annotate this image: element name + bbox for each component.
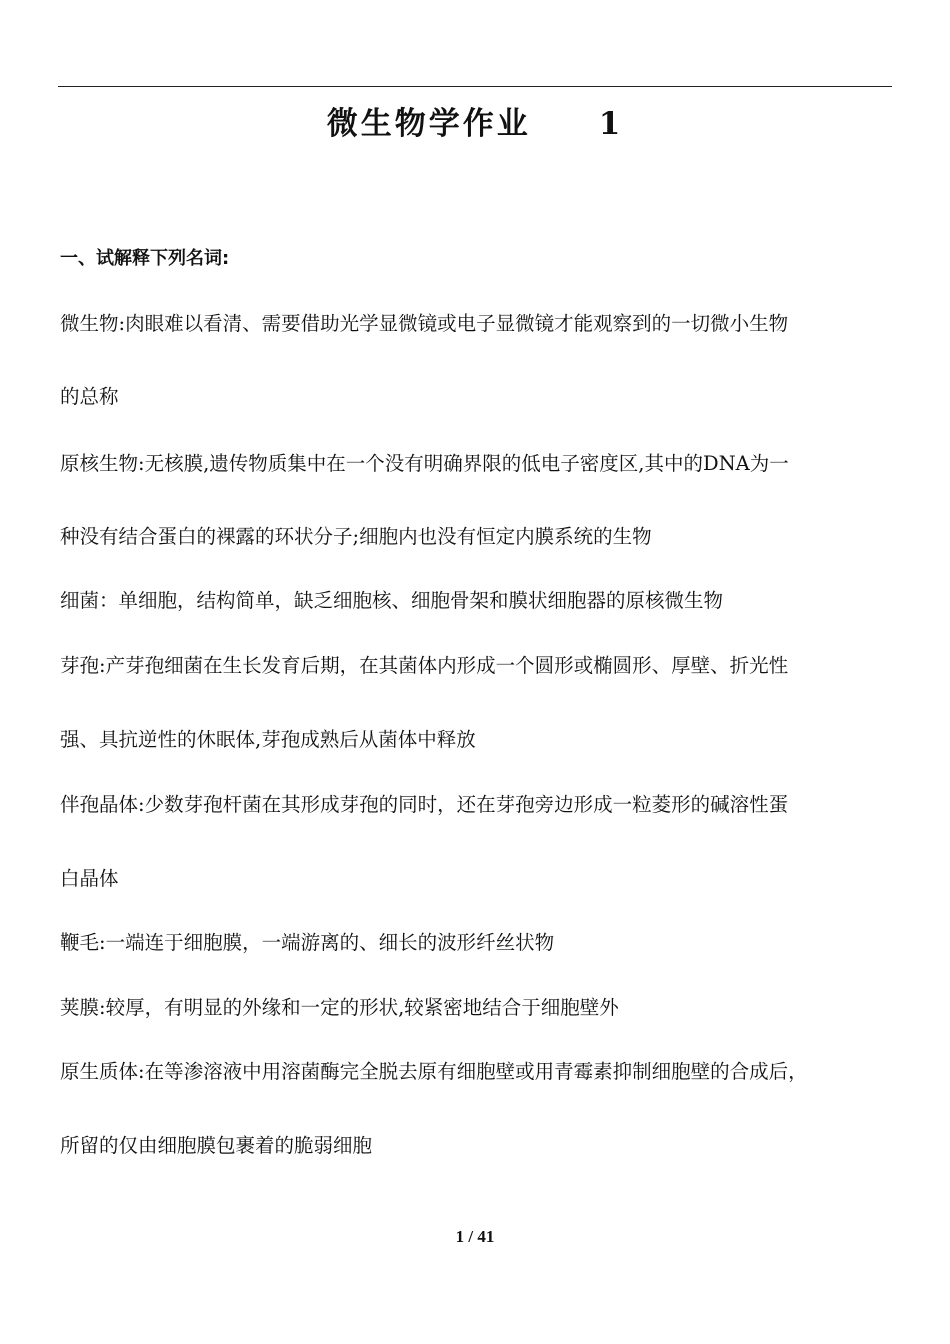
text-line: 伴孢晶体:少数芽孢杆菌在其形成芽孢的同时，还在芽孢旁边形成一粒菱形的碱溶性蛋 bbox=[60, 793, 789, 816]
header-rule bbox=[58, 86, 892, 87]
text-line: 细菌：单细胞，结构简单，缺乏细胞核、细胞骨架和膜状细胞器的原核微生物 bbox=[60, 589, 724, 612]
text-line: 的总称 bbox=[60, 385, 119, 408]
text-line: 白晶体 bbox=[60, 867, 119, 890]
text-line: 荚膜:较厚，有明显的外缘和一定的形状,较紧密地结合于细胞壁外 bbox=[60, 996, 619, 1019]
document-title bbox=[0, 102, 950, 146]
document-title-number: 1 bbox=[598, 106, 624, 142]
text-line: 原核生物:无核膜,遗传物质集中在一个没有明确界限的低电子密度区,其中的DNA为一 bbox=[60, 452, 789, 475]
text-line: 微生物:肉眼难以看清、需要借助光学显微镜或电子显微镜才能观察到的一切微小生物 bbox=[60, 312, 789, 335]
text-line: 原生质体:在等渗溶液中用溶菌酶完全脱去原有细胞壁或用青霉素抑制细胞壁的合成后， bbox=[60, 1060, 808, 1083]
page-number: 1 / 41 bbox=[455, 1227, 495, 1246]
document-title-text: 微生物学作业 bbox=[326, 106, 531, 142]
text-line: 芽孢:产芽孢细菌在生长发育后期，在其菌体内形成一个圆形或椭圆形、厚壁、折光性 bbox=[60, 654, 789, 677]
text-line: 鞭毛:一端连于细胞膜，一端游离的、细长的波形纤丝状物 bbox=[60, 931, 555, 954]
text-line: 种没有结合蛋白的裸露的环状分子;细胞内也没有恒定内膜系统的生物 bbox=[60, 525, 652, 548]
section-heading: 一、试解释下列名词: bbox=[60, 248, 230, 269]
text-line: 强、具抗逆性的休眠体,芽孢成熟后从菌体中释放 bbox=[60, 728, 476, 751]
text-line: 所留的仅由细胞膜包裹着的脆弱细胞 bbox=[60, 1134, 373, 1157]
